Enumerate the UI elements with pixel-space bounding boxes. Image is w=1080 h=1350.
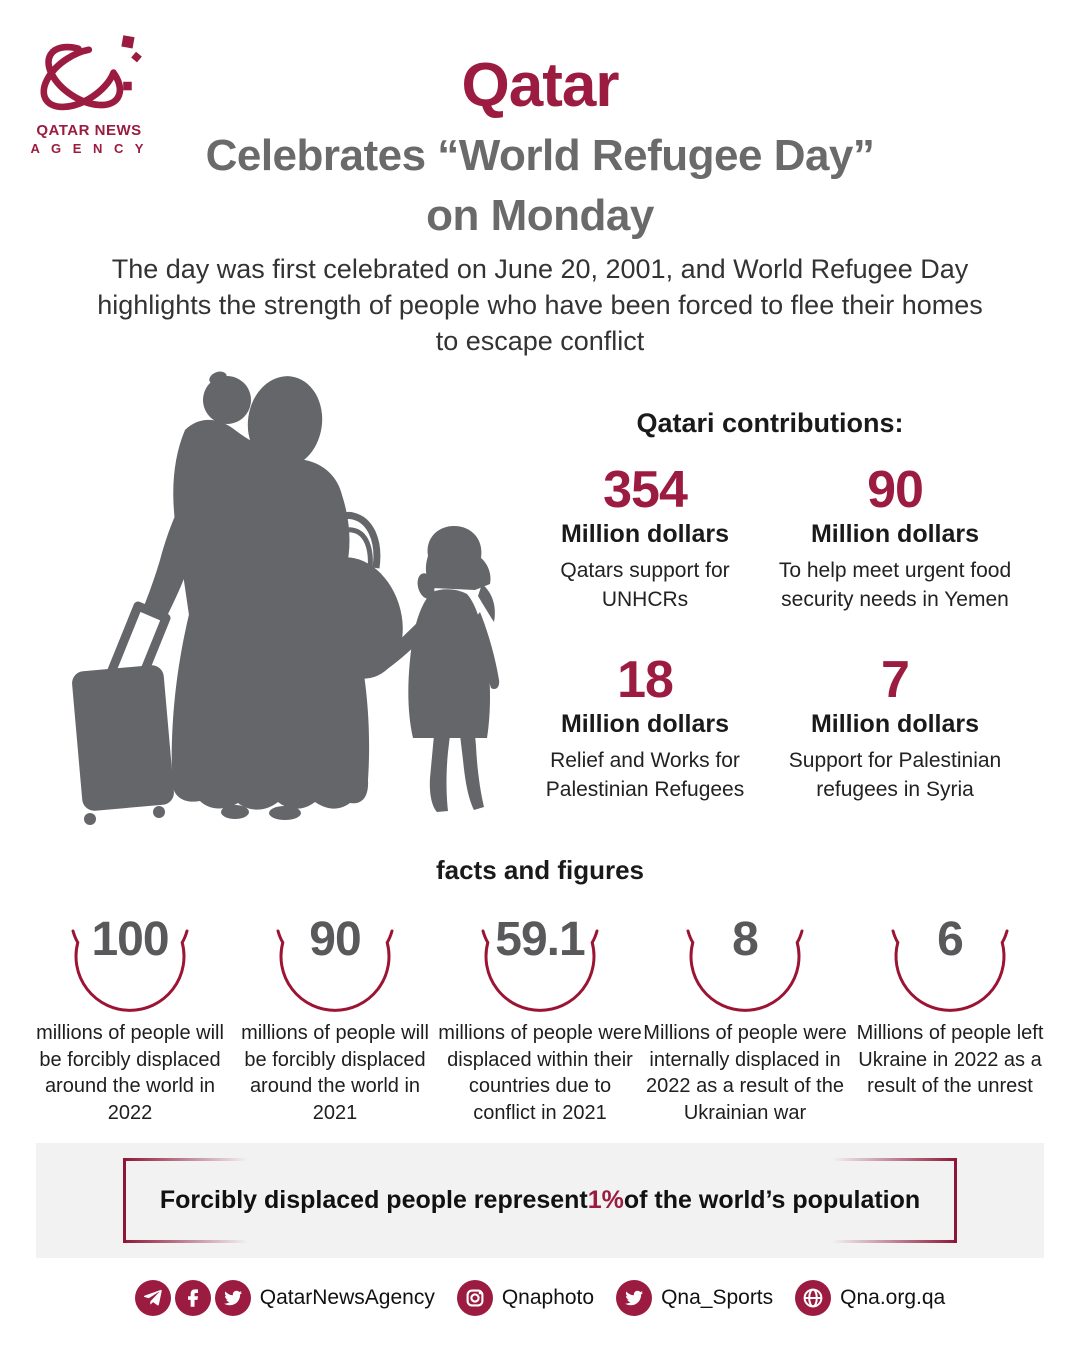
fact-value: 6 <box>937 913 963 966</box>
banner-text-before: Forcibly displaced people represent <box>159 1186 588 1214</box>
page-subtitle-line2: on Monday <box>426 191 654 240</box>
twitter-icon[interactable] <box>616 1280 652 1316</box>
social-icons <box>457 1280 493 1316</box>
population-highlight: 1% <box>587 1186 624 1214</box>
banner-text-after: of the world’s population <box>623 1186 921 1214</box>
logo-name-line1: QATAR NEWS <box>36 122 142 139</box>
page-title: Qatar <box>461 51 619 120</box>
social-handle-label[interactable]: Qna.org.qa <box>840 1286 946 1309</box>
contribution-item-syria <box>775 652 1015 804</box>
contribution-item-yemen <box>775 462 1015 614</box>
social-icons <box>135 1280 251 1316</box>
social-handle-label[interactable]: Qnaphoto <box>501 1286 595 1309</box>
fact-desc: millions of people were displaced within their countries due to conflict in 2021 <box>438 1022 642 1124</box>
contribution-desc: To help meet urgent food security needs in Yemen <box>778 559 1012 611</box>
contribution-value: 18 <box>617 651 673 709</box>
contribution-desc: Support for Palestinian refugees in Syria <box>788 749 1002 801</box>
fact-value: 59.1 <box>495 913 585 966</box>
page-subtitle-line1: Celebrates “World Refugee Day” <box>205 131 875 180</box>
contribution-value: 90 <box>867 461 923 519</box>
contribution-unit: Million dollars <box>810 520 980 549</box>
fact-item-2021-displaced <box>231 908 439 1126</box>
fact-item-internal-conflict <box>436 908 644 1126</box>
instagram-icon[interactable] <box>457 1280 493 1316</box>
social-group-qatarnewsagency[interactable] <box>135 1280 435 1316</box>
contribution-item-unrwa <box>525 652 765 804</box>
refugee-family-silhouette <box>20 360 540 840</box>
twitter-icon[interactable] <box>215 1280 251 1316</box>
social-group-qnaphoto[interactable] <box>457 1280 594 1316</box>
fact-desc: Millions of people were internally displaced in 2022 as a result of the Ukrainian war <box>643 1022 847 1124</box>
contribution-value: 7 <box>881 651 909 709</box>
social-icons <box>616 1280 652 1316</box>
telegram-icon[interactable] <box>135 1280 171 1316</box>
logo-name-line2: A G E N C Y <box>30 141 148 156</box>
facts-heading: facts and figures <box>435 855 645 885</box>
social-handle-label[interactable]: Qna_Sports <box>661 1286 774 1309</box>
contributions-heading: Qatari contributions: <box>636 408 904 438</box>
social-bar <box>0 1280 1080 1316</box>
fact-value: 90 <box>309 913 361 966</box>
fact-value: 8 <box>732 913 758 966</box>
fact-item-ukraine-internal <box>641 908 849 1126</box>
facebook-icon[interactable] <box>175 1280 211 1316</box>
fact-desc: millions of people will be forcibly displaced around the world in 2022 <box>36 1022 224 1124</box>
social-handle-label[interactable]: QatarNewsAgency <box>259 1286 435 1309</box>
fact-item-2022-displaced <box>26 908 234 1126</box>
globe-icon[interactable] <box>795 1280 831 1316</box>
fact-desc: Millions of people left Ukraine in 2022 as a result of the unrest <box>856 1022 1044 1098</box>
highlight-banner <box>36 1143 1044 1258</box>
contribution-desc: Qatars support for UNHCRs <box>560 559 730 611</box>
contribution-item-unhcr <box>525 462 765 614</box>
intro-text: The day was first celebrated on June 20, 2001, and World Refugee Day highlights the strength of people who have been forced to flee their homes to escape conflict <box>97 254 983 356</box>
contribution-unit: Million dollars <box>560 710 730 739</box>
contribution-unit: Million dollars <box>810 710 980 739</box>
fact-desc: millions of people will be forcibly displaced around the world in 2021 <box>241 1022 429 1124</box>
social-icons <box>795 1280 831 1316</box>
banner-text <box>36 1143 1044 1258</box>
social-group-website[interactable] <box>795 1280 945 1316</box>
contribution-value: 354 <box>603 461 687 519</box>
social-group-qnasports[interactable] <box>616 1280 773 1316</box>
fact-item-ukraine-left <box>846 908 1054 1100</box>
contribution-unit: Million dollars <box>560 520 730 549</box>
contribution-desc: Relief and Works for Palestinian Refugees <box>545 749 745 801</box>
fact-value: 100 <box>91 913 169 966</box>
